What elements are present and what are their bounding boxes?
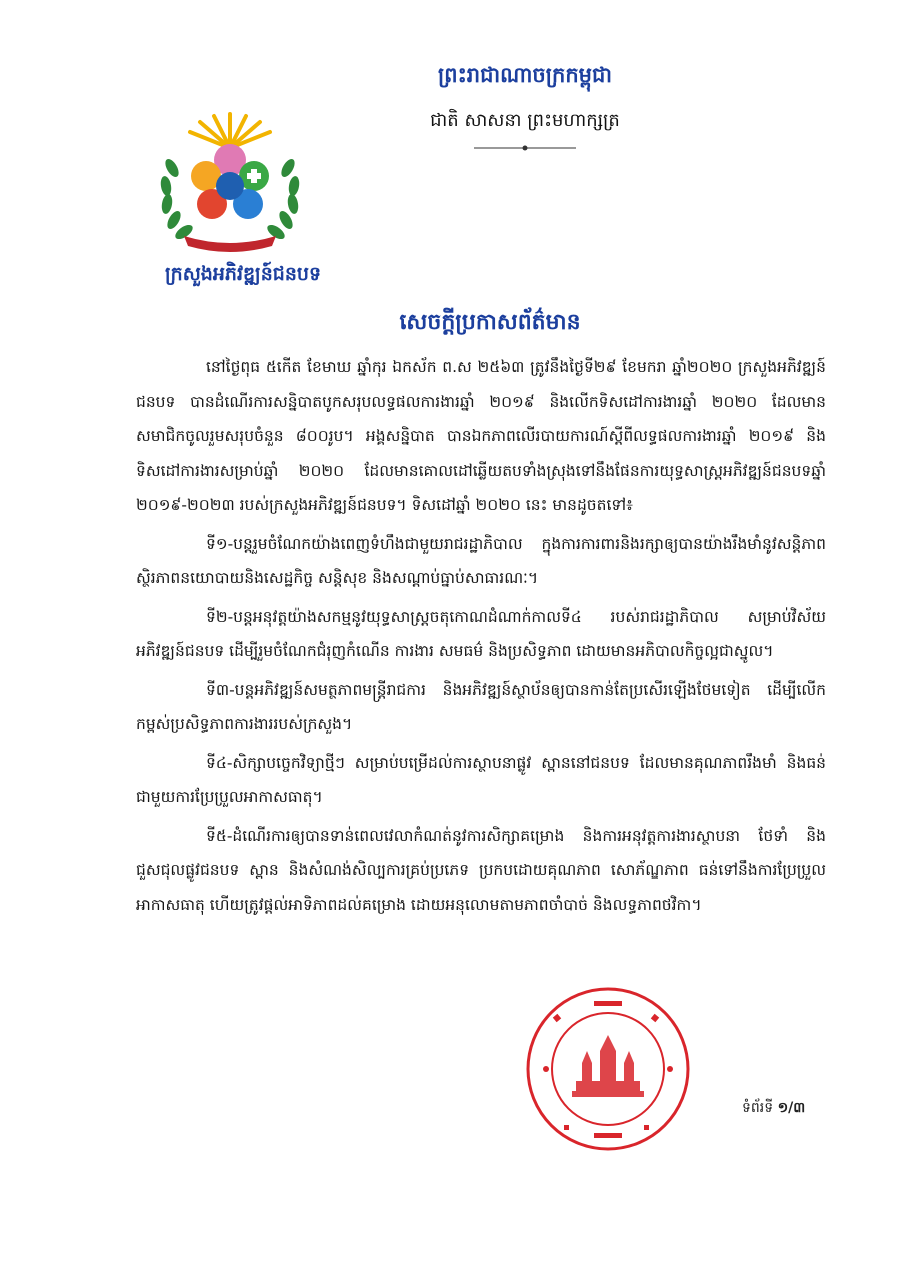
kingdom-heading: ព្រះរាជាណាចក្រកម្ពុជា [437, 63, 612, 87]
page-number-label: ទំព័រទី [742, 1100, 774, 1116]
page-number-value: ១/៣ [777, 1100, 806, 1116]
paragraph-goal-5: ទី៥-ដំណើរការឲ្យបានទាន់ពេលវេលាកំណត់នូវការសិក្សាគម្រោង និងការអនុវត្តការងារស្ថាបនា ថែទាំ និងជួសជុលផ្លូវជនបទ ស្ពាន និងសំណង់សិល្បការគ្រប់ប្រភេទ ប្រកបដោយគុណភាព សោភ័ណ្ឌភាព ធន់ទៅនឹងការប្រែប្រួលអាកាសធាតុ ហើយត្រូវផ្តល់អាទិភាពដល់គម្រោង ដោយអនុលោមតាមភាពចាំបាច់ និងលទ្ធភាពថវិកា។ [136, 826, 826, 914]
national-motto: ជាតិ សាសនា ព្រះមហាក្សត្រ [430, 110, 620, 131]
paragraph-intro: នៅថ្ងៃពុធ ៥កើត ខែមាឃ ឆ្នាំកុរ ឯកស័ក ព.ស ២៥៦៣ ត្រូវនឹងថ្ងៃទី២៩ ខែមករា ឆ្នាំ២០២០ ក្រសួងអភិវឌ្ឍន៍ជនបទ បានដំណើរការសន្និបាតបូកសរុបលទ្ធផលការងារឆ្នាំ ២០១៩ និងលើកទិសដៅការងារឆ្នាំ ២០២០ ដែលមានសមាជិកចូលរួមសរុបចំនួន ៨០០រូប។ អង្គសន្និបាត បានឯកភាពលើរបាយការណ៍ស្តីពីលទ្ធផលការងារឆ្នាំ ២០១៩ និងទិសដៅការងារសម្រាប់ឆ្នាំ ២០២០ ដែលមានគោលដៅឆ្លើយតបទាំងស្រុងទៅនឹងផែនការយុទ្ធសាស្ត្រអភិវឌ្ឍន៍ជនបទឆ្នាំ ២០១៩-២០២៣ របស់ក្រសួងអភិវឌ្ឍន៍ជនបទ។ ទិសដៅឆ្នាំ ២០២០ នេះ មានដូចតទៅ៖ [136, 358, 826, 514]
ministry-emblem-icon [150, 108, 310, 258]
paragraph-goal-4: ទី៤-សិក្សាបច្ចេកវិទ្យាថ្មីៗ សម្រាប់បម្រើដល់ការស្ថាបនាផ្លូវ ស្ពាននៅជនបទ ដែលមានគុណភាពរឹងមាំ និងធន់ជាមួយការប្រែប្រួលអាកាសធាតុ។ [136, 753, 826, 806]
ministry-name: ក្រសួងអភិវឌ្ឍន៍ជនបទ [164, 263, 322, 285]
paragraph-goal-1: ទី១-បន្តរួមចំណែកយ៉ាងពេញទំហឹងជាមួយរាជរដ្ឋាភិបាល ក្នុងការការពារនិងរក្សាឲ្យបានយ៉ាងរឹងមាំនូវសន្តិភាព ស្ថិរភាពនយោបាយនិងសេដ្ឋកិច្ច សន្តិសុខ និងសណ្តាប់ធ្នាប់សាធារណៈ។ [136, 534, 826, 587]
page-number [742, 1098, 842, 1119]
ornament-divider-icon [470, 143, 580, 153]
paragraph-goal-3: ទី៣-បន្តអភិវឌ្ឍន៍សមត្ថភាពមន្ត្រីរាជការ និងអភិវឌ្ឍន៍ស្ថាប័នឲ្យបានកាន់តែប្រសើរឡើងថែមទៀត ដើម្បីលើកកម្ពស់ប្រសិទ្ធភាពការងាររបស់ក្រសួង។ [136, 680, 826, 733]
document-title: សេចក្តីប្រកាសព័ត៌មាន [399, 310, 581, 335]
document-body [136, 350, 826, 926]
official-seal-icon [524, 985, 692, 1153]
paragraph-goal-2: ទី២-បន្តអនុវត្តយ៉ាងសកម្មនូវយុទ្ធសាស្ត្រចតុកោណដំណាក់កាលទី៤ របស់រាជរដ្ឋាភិបាល សម្រាប់វិស័យអភិវឌ្ឍន៍ជនបទ ដើម្បីរួមចំណែកជំរុញកំណើន ការងារ សមធម៌ និងប្រសិទ្ធភាព ដោយមានអភិបាលកិច្ចល្អជាស្នូល។ [136, 607, 826, 660]
